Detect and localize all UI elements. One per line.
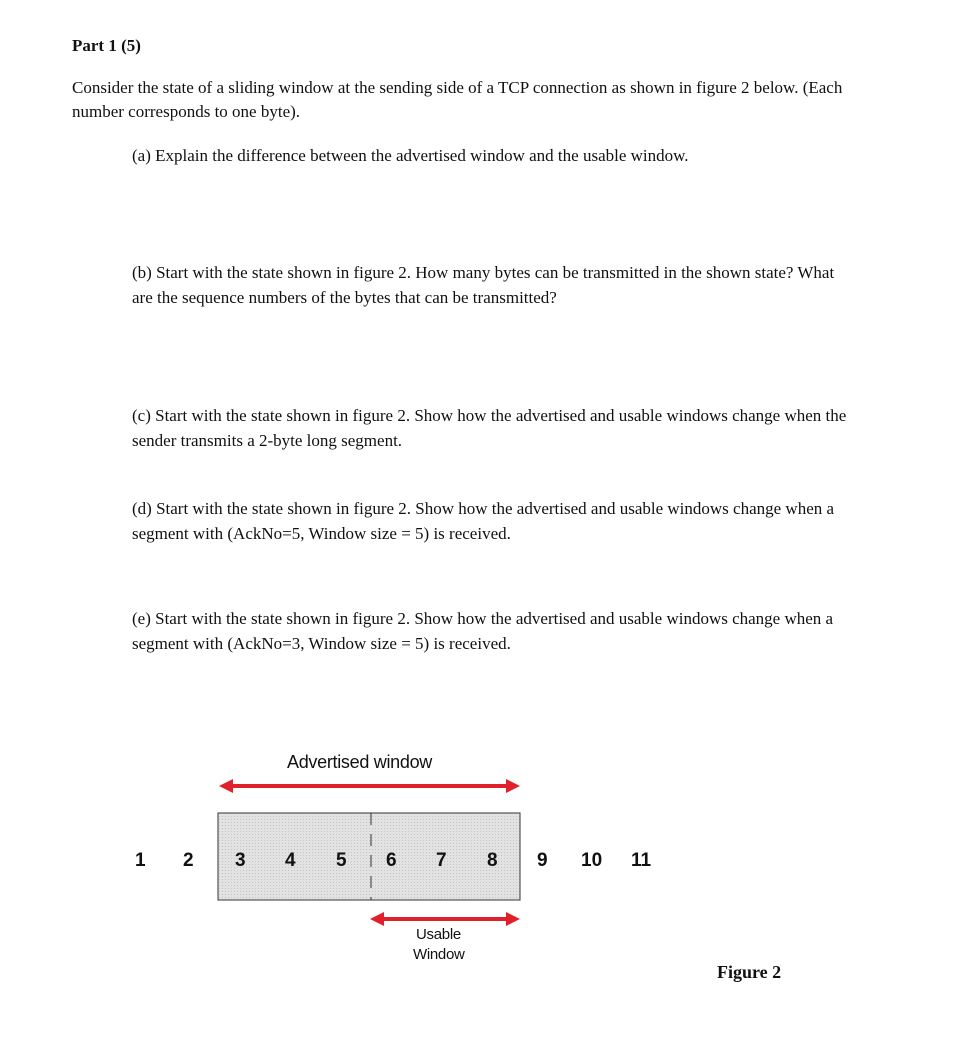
- usable-window-arrow: [370, 912, 520, 926]
- part-title: Part 1 (5): [72, 36, 141, 55]
- question-b: (b) Start with the state shown in figure 2. How many bytes can be transmitted in the shown state? What are the sequence numbers of the bytes that can be transmitted?: [132, 263, 835, 307]
- window-box: [218, 813, 520, 900]
- byte-number: 4: [285, 850, 296, 871]
- usable-label-line1: Usable: [416, 926, 461, 943]
- byte-number: 11: [631, 850, 652, 871]
- byte-number: 8: [487, 850, 498, 871]
- advertised-window-arrow: [219, 779, 520, 793]
- usable-label-line2: Window: [413, 946, 465, 963]
- byte-number: 7: [436, 850, 447, 871]
- question-a: (a) Explain the difference between the advertised window and the usable window.: [132, 146, 689, 165]
- intro-paragraph: Consider the state of a sliding window at the sending side of a TCP connection as shown in figure 2 below. (Each number corresponds to one byte).: [72, 78, 843, 121]
- byte-number: 10: [581, 850, 603, 871]
- advertised-window-label: Advertised window: [287, 752, 432, 772]
- figure-caption: Figure 2: [717, 962, 782, 982]
- byte-number: 5: [336, 850, 347, 871]
- question-d: (d) Start with the state shown in figure 2. Show how the advertised and usable windows change when a segment with (AckNo=5, Window size = 5) is received.: [132, 499, 835, 543]
- byte-number: 9: [537, 850, 548, 871]
- byte-number: 3: [235, 850, 246, 871]
- byte-number: 6: [386, 850, 397, 871]
- question-c: (c) Start with the state shown in figure 2. Show how the advertised and usable windows change when the sender transmits a 2-byte long segment.: [132, 406, 847, 450]
- byte-number: 1: [135, 850, 146, 871]
- question-e: (e) Start with the state shown in figure 2. Show how the advertised and usable windows change when a segment with (AckNo=3, Window size = 5) is received.: [132, 609, 834, 653]
- byte-number: 2: [183, 850, 194, 871]
